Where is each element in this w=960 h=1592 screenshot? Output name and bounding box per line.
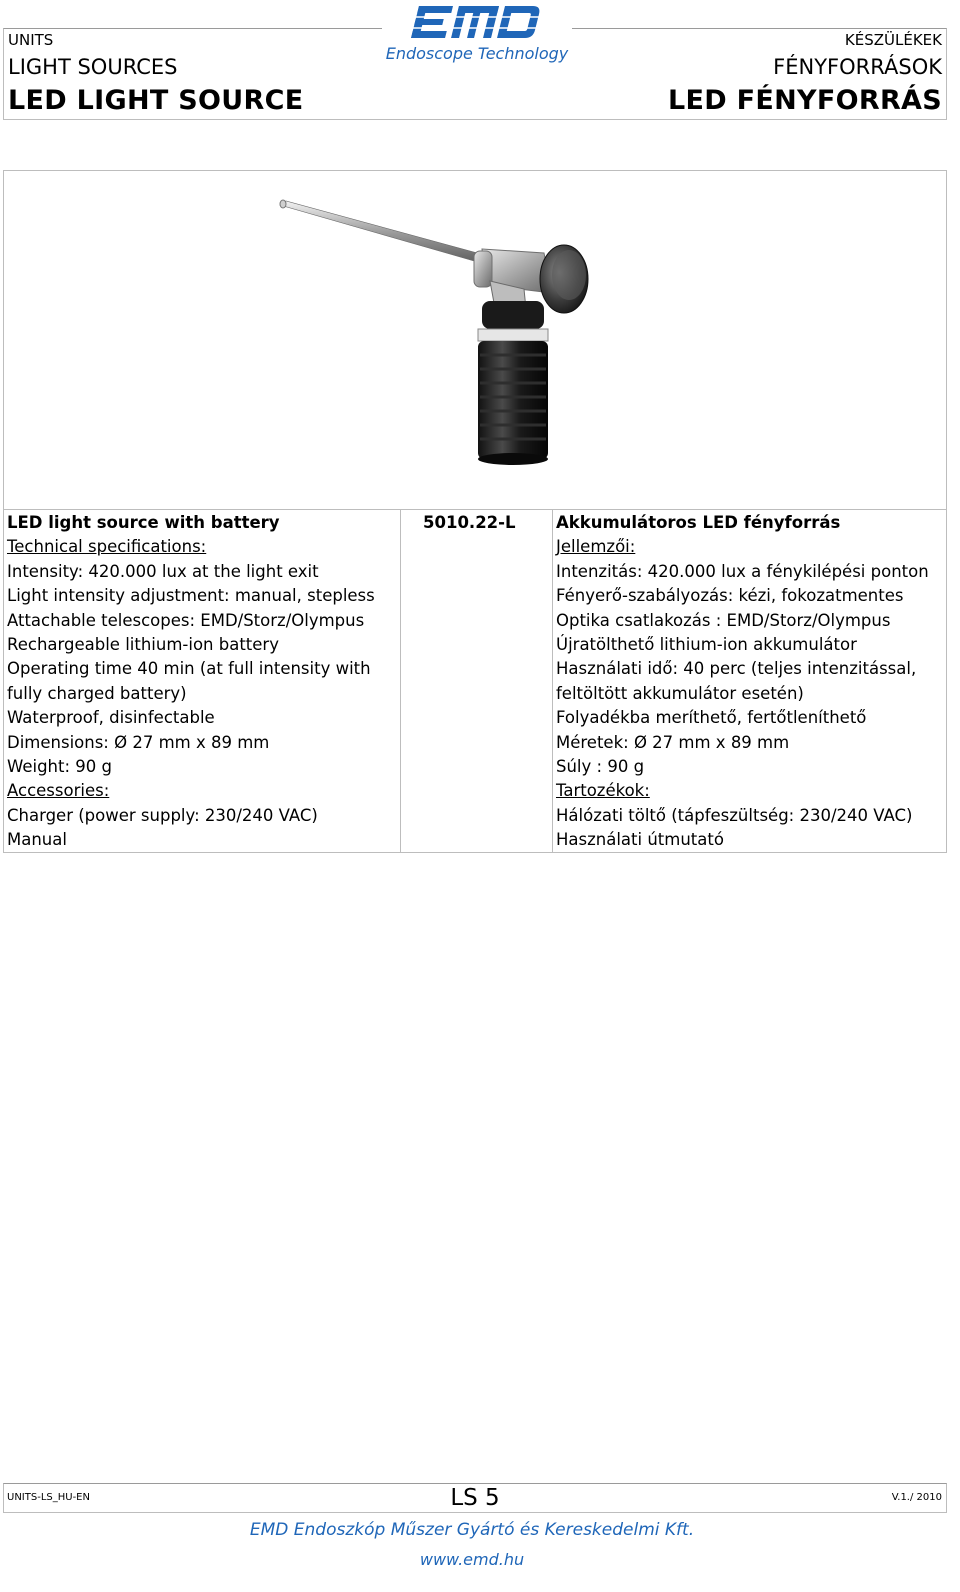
spec-line-hu: Használati idő: 40 perc (teljes intenzitással, [556,659,917,679]
header-rule-right [566,28,946,29]
spec-line-hu: Újratölthető lithium-ion akkumulátor [556,635,857,655]
spec-column-hungarian [553,510,946,852]
spec-line-en: Waterproof, disinfectable [7,708,215,728]
page-number: LS 5 [450,1485,500,1511]
accessory-line-en: Manual [7,830,67,850]
emd-logo [382,2,572,64]
page-footer [3,1483,947,1513]
spec-line-en: Dimensions: Ø 27 mm x 89 mm [7,732,270,752]
spec-line-en: Intensity: 420.000 lux at the light exit [7,561,319,581]
spec-column-code [401,510,553,852]
header-product-title-en: LED LIGHT SOURCE [8,85,304,116]
logo-tagline: Endoscope Technology [385,44,569,63]
product-title-hu: Akkumulátoros LED fényforrás [556,513,841,532]
accessories-heading-hu: Tartozékok: [556,781,650,801]
battery-handle [478,301,548,465]
spec-line-hu: Optika csatlakozás : EMD/Storz/Olympus [556,610,891,630]
accessory-line-en: Charger (power supply: 230/240 VAC) [7,805,318,825]
company-name: EMD Endoszkóp Műszer Gyártó és Kereskedelmi Kft. [249,1520,695,1540]
spec-line-en: Light intensity adjustment: manual, stepless [7,586,375,606]
spec-heading-en: Technical specifications: [7,537,207,557]
spec-line-en: Rechargeable lithium-ion battery [7,635,279,655]
accessory-line-hu: Használati útmutató [556,830,724,850]
spec-heading-hu: Jellemzői: [556,537,636,557]
product-image-box [3,170,947,510]
spec-line-hu: Méretek: Ø 27 mm x 89 mm [556,732,790,752]
product-code: 5010.22-L [423,513,516,532]
spec-line-hu: Folyadékba meríthető, fertőtleníthető [556,708,867,728]
telescope-shaft [280,200,492,265]
website-link[interactable]: www.emd.hu [419,1550,525,1569]
spec-line-hu: Intenzitás: 420.000 lux a fénykilépési ponton [556,561,929,581]
spec-line-en: Attachable telescopes: EMD/Storz/Olympus [7,610,365,630]
header-rule-left [4,28,384,29]
spec-line-en: Weight: 90 g [7,757,113,777]
accessory-line-hu: Hálózati töltő (tápfeszültség: 230/240 VAC) [556,805,913,825]
spec-table [3,509,947,853]
accessories-heading-en: Accessories: [7,781,110,801]
spec-column-english [4,510,401,852]
spec-line-hu: Fényerő-szabályozás: kézi, fokozatmentes [556,586,904,606]
emd-logo-mark [406,2,546,42]
eyepiece [540,245,588,313]
spec-line-hu: Súly : 90 g [556,757,645,777]
header-subcategory-en: LIGHT SOURCES [8,55,178,79]
spec-line-en: fully charged battery) [7,683,187,703]
product-image [4,171,948,511]
product-title-en: LED light source with battery [7,513,280,532]
document-version: V.1./ 2010 [891,1492,942,1503]
header-subcategory-hu: FÉNYFORRÁSOK [773,55,942,79]
header-product-title-hu: LED FÉNYFORRÁS [667,85,942,116]
spec-line-hu: feltöltött akkumulátor esetén) [556,683,804,703]
spec-line-en: Operating time 40 min (at full intensity with [7,659,371,679]
document-id: UNITS-LS_HU-EN [7,1492,90,1503]
header-category-hu: KÉSZÜLÉKEK [844,31,942,49]
header-category-en: UNITS [8,31,54,49]
